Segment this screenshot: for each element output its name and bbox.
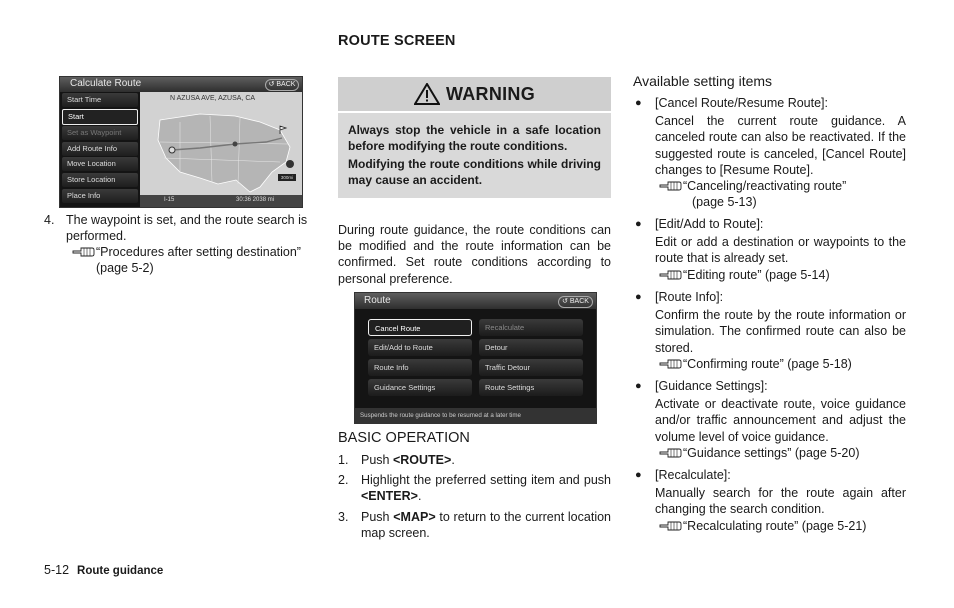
pointing-hand-icon <box>72 245 96 257</box>
item-title: [Edit/Add to Route]: <box>655 217 764 231</box>
basic-step-2 <box>338 472 611 504</box>
bullet-icon: ● <box>635 97 642 109</box>
item-reference <box>659 518 906 534</box>
reference <box>72 244 316 276</box>
item-body: Manually search for the route again after changing the search condition. <box>655 486 906 517</box>
reference-page: (page 5-13) <box>692 195 757 210</box>
warning-text-1: Always stop the vehicle in a safe location before modifying the route conditions. <box>348 123 601 153</box>
item-body: Confirm the route by the route information or simulation. The confirmed route can also be stored. <box>655 308 906 355</box>
map-view <box>140 92 302 207</box>
screen-title-bar <box>60 77 302 92</box>
warning-text-2: Modifying the route conditions while driving may cause an accident. <box>348 157 601 187</box>
basic-step-3 <box>338 509 611 541</box>
calculate-route-screenshot <box>59 76 303 208</box>
us-map-image <box>140 92 302 207</box>
reference-text: “Recalculating route” (page 5-21) <box>683 518 867 533</box>
basic-operation-title: BASIC OPERATION <box>338 430 470 446</box>
bullet-icon: ● <box>635 380 642 392</box>
step-text-end: to return to the current location map screen. <box>361 510 611 540</box>
status-right: 30:36 2038 mi <box>236 197 275 203</box>
map-key: <MAP> <box>393 510 436 524</box>
intro-paragraph: During route guidance, the route conditions can be modified and the route information can be confirmed. Set route conditions according to personal preference. <box>338 223 611 286</box>
status-left: I-15 <box>164 197 175 203</box>
back-arrow-icon: ↺ <box>562 298 568 305</box>
section-title: ROUTE SCREEN <box>338 33 456 49</box>
page-footer <box>44 563 163 577</box>
menu-item: Start Time <box>62 93 138 107</box>
warning-box <box>338 77 611 198</box>
bullet-icon: ● <box>635 291 642 303</box>
step-text: Push <box>361 510 394 524</box>
reference-text: “Procedures after setting destination” <box>96 245 301 259</box>
menu-item: Store Location <box>62 173 138 187</box>
screen-title-bar <box>355 293 596 309</box>
enter-key: <ENTER> <box>361 489 418 503</box>
step-text: Push <box>361 453 393 467</box>
page-number: 5-12 <box>44 563 70 577</box>
item-reference <box>659 178 906 210</box>
item-reference <box>659 267 906 283</box>
back-button <box>265 79 299 91</box>
available-settings-heading: Available setting items <box>633 73 773 89</box>
reference-page: (page 5-2) <box>96 261 154 275</box>
setting-item-recalculate <box>633 467 906 534</box>
back-arrow-icon: ↺ <box>268 81 275 88</box>
step-number: 1. <box>338 453 349 467</box>
menu-item-selected: Start <box>62 109 138 125</box>
route-option: Route Settings <box>479 379 583 396</box>
back-label: BACK <box>276 81 296 88</box>
item-title: [Cancel Route/Resume Route]: <box>655 96 829 110</box>
map-scale: 300mi <box>278 174 296 181</box>
route-option: Guidance Settings <box>368 379 472 396</box>
item-body: Edit or add a destination or waypoints to the route that is already set. <box>655 235 906 266</box>
back-label: BACK <box>569 298 589 305</box>
destination-label: N AZUSA AVE, AZUSA, CA <box>170 95 256 102</box>
route-option: Detour <box>479 339 583 356</box>
calculate-route-menu <box>62 93 138 204</box>
menu-item-disabled: Set as Waypoint <box>62 126 138 140</box>
setting-item-edit-route <box>633 216 906 283</box>
pointing-hand-icon <box>659 519 683 531</box>
warning-header <box>338 77 611 111</box>
warning-body <box>338 113 611 198</box>
route-option: Route Info <box>368 359 472 376</box>
step-number: 4. <box>44 213 55 227</box>
pointing-hand-icon <box>659 268 683 280</box>
item-reference <box>659 445 906 461</box>
setting-item-route-info <box>633 289 906 372</box>
step-text-end: . <box>417 489 422 503</box>
step-4 <box>44 212 316 276</box>
warning-title: WARNING <box>445 84 536 104</box>
section-name: Route guidance <box>77 565 164 577</box>
reference-text: “Confirming route” (page 5-18) <box>683 356 852 371</box>
route-screenshot <box>354 292 597 424</box>
item-title: [Route Info]: <box>655 290 724 304</box>
step-text: The waypoint is set, and the route search is performed. <box>66 213 308 243</box>
item-title: [Guidance Settings]: <box>655 379 768 393</box>
route-key: <ROUTE> <box>392 453 452 467</box>
back-button <box>558 296 593 308</box>
basic-step-1 <box>338 452 611 468</box>
reference-text: “Guidance settings” (page 5-20) <box>683 445 860 460</box>
step-number: 3. <box>338 510 349 524</box>
route-option-disabled: Recalculate <box>479 319 583 336</box>
setting-item-cancel-route <box>633 95 906 210</box>
item-title: [Recalculate]: <box>655 468 731 482</box>
item-reference <box>659 356 906 372</box>
bullet-icon: ● <box>635 218 642 230</box>
screen-title: Calculate Route <box>70 78 142 89</box>
route-option: Traffic Detour <box>479 359 583 376</box>
pointing-hand-icon <box>659 179 683 191</box>
item-body: Activate or deactivate route, voice guidance and/or traffic announcement and adjust the volume level of voice guidance. <box>655 397 906 444</box>
menu-item: Move Location <box>62 157 138 171</box>
route-option-selected: Cancel Route <box>368 319 472 336</box>
route-option: Edit/Add to Route <box>368 339 472 356</box>
map-status-bar <box>140 195 302 207</box>
pointing-hand-icon <box>659 357 683 369</box>
bullet-icon: ● <box>635 469 642 481</box>
warning-triangle-icon <box>414 83 440 105</box>
route-screen-hint: Suspends the route guidance to be resumed at a later time <box>355 408 596 423</box>
menu-item: Add Route Info <box>62 142 138 156</box>
reference-text: “Canceling/reactivating route” <box>683 179 847 194</box>
screen-title: Route <box>364 295 391 306</box>
item-body: Cancel the current route guidance. A canceled route can also be reactivated. If the suggested route is canceled, [Cancel Route] changes to [Resume Route]. <box>655 114 906 177</box>
setting-item-guidance-settings <box>633 378 906 461</box>
reference-text: “Editing route” (page 5-14) <box>683 267 830 282</box>
step-text: Highlight the preferred setting item and push <box>361 473 611 487</box>
pointing-hand-icon <box>659 446 683 458</box>
step-text-end: . <box>451 453 455 467</box>
menu-item: Place Info <box>62 189 138 203</box>
step-number: 2. <box>338 473 349 487</box>
